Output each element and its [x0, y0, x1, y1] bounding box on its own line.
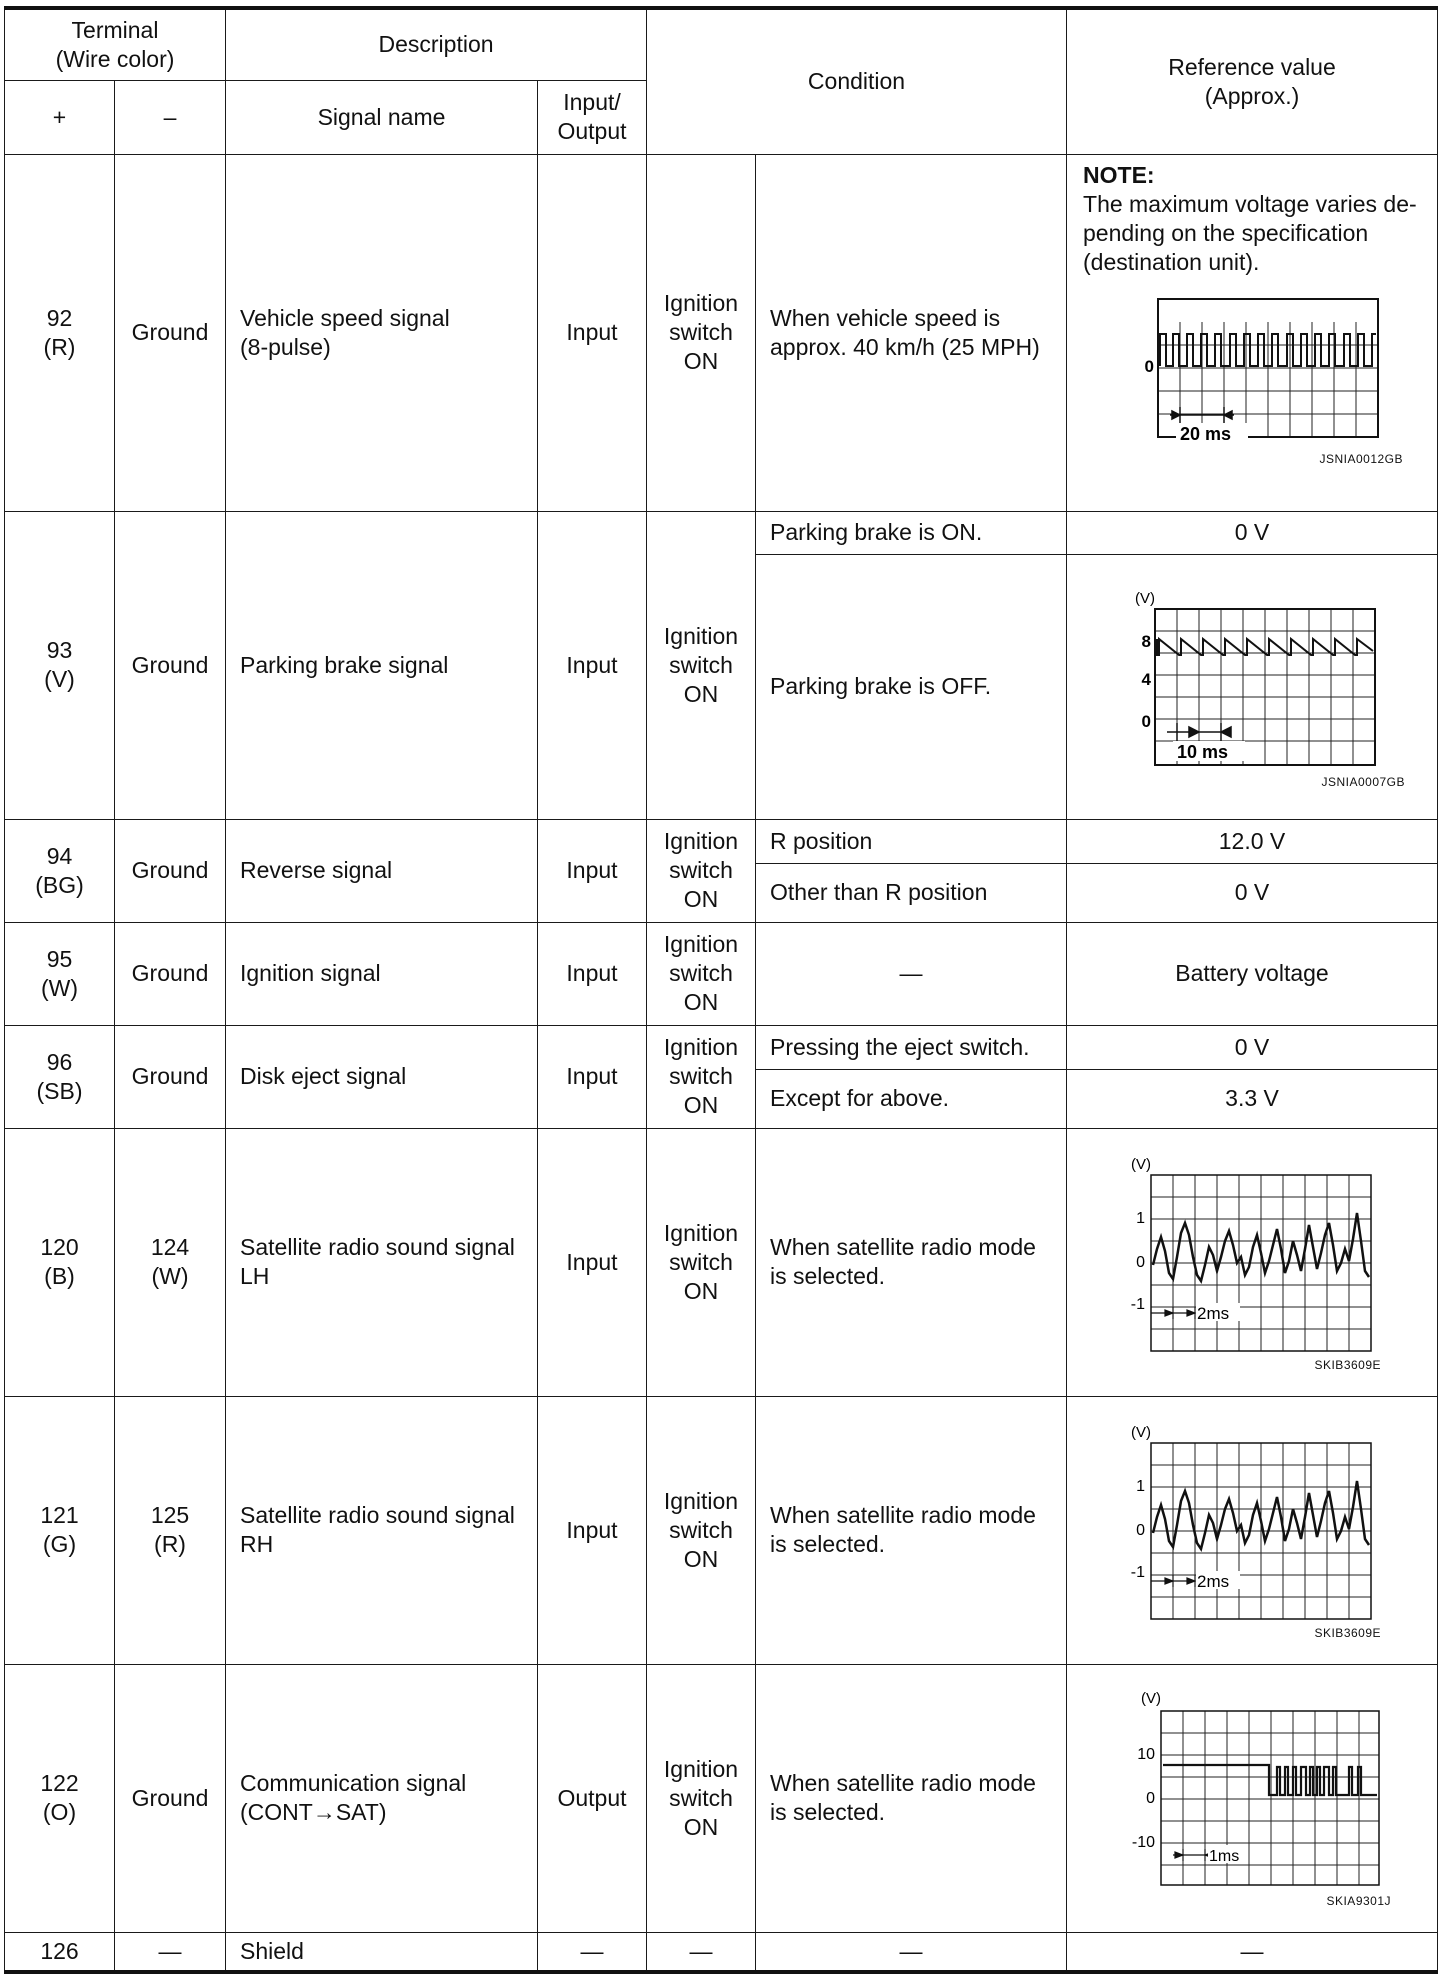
y-axis-unit: (V) [1131, 1155, 1152, 1173]
condition-detail: Other than R position [756, 863, 1067, 922]
figure-id: JSNIA0007GB [1321, 774, 1406, 789]
table-row [5, 1932, 1438, 1972]
time-scale-marker [1151, 1575, 1195, 1587]
reference-value [1067, 554, 1438, 819]
waveform-communication [1107, 1689, 1397, 1894]
reference-value [1067, 1128, 1438, 1396]
header-plus: + [5, 80, 115, 154]
condition-detail: When satellite radio mode is selected. [756, 1396, 1067, 1664]
header-input-output: Input/ Output [538, 80, 647, 154]
y-tick-0: 0 [1141, 711, 1152, 731]
condition-detail: Parking brake is OFF. [756, 554, 1067, 819]
y-axis-unit: (V) [1141, 1689, 1162, 1707]
condition-detail: When vehicle speed is approx. 40 km/h (25 MPH) [756, 154, 1067, 511]
reference-value: 0 V [1067, 511, 1438, 554]
time-scale-marker [1151, 1307, 1195, 1319]
input-output: Output [538, 1664, 647, 1932]
signal-name: Disk eject signal [226, 1025, 538, 1128]
y-tick-0: 0 [1146, 1789, 1156, 1807]
y-tick-8: 8 [1141, 631, 1152, 651]
terminal-plus: 120 (B) [5, 1128, 115, 1396]
table-row [5, 922, 1438, 1025]
waveform-sat-radio-rh [1107, 1421, 1397, 1626]
condition-detail: When satellite radio mode is selected. [756, 1128, 1067, 1396]
condition-detail: Parking brake is ON. [756, 511, 1067, 554]
reference-value: 3.3 V [1067, 1069, 1438, 1128]
figure-id: SKIB3609E [1314, 1625, 1382, 1640]
condition-main: Ignition switch ON [647, 1025, 756, 1128]
header-terminal: Terminal (Wire color) [5, 8, 226, 80]
oscilloscope-grid [1151, 1443, 1371, 1619]
input-output: — [538, 1932, 647, 1972]
terminal-plus: 92 (R) [5, 154, 115, 511]
signal-name: Vehicle speed signal (8-pulse) [226, 154, 538, 511]
condition-main: Ignition switch ON [647, 511, 756, 819]
terminal-plus: 122 (O) [5, 1664, 115, 1932]
condition-main: Ignition switch ON [647, 819, 756, 922]
reference-value: 12.0 V [1067, 819, 1438, 863]
reference-value: 0 V [1067, 1025, 1438, 1069]
input-output: Input [538, 819, 647, 922]
time-scale-label: 20 ms [1180, 423, 1232, 444]
oscilloscope-grid [1161, 1711, 1379, 1885]
condition-main: Ignition switch ON [647, 922, 756, 1025]
time-scale-label: 2ms [1197, 1303, 1230, 1323]
condition-main: Ignition switch ON [647, 154, 756, 511]
input-output: Input [538, 511, 647, 819]
terminal-minus: Ground [115, 819, 226, 922]
header-description: Description [226, 8, 647, 80]
signal-name: Satellite radio sound signal RH [226, 1396, 538, 1664]
condition-detail: Except for above. [756, 1069, 1067, 1128]
waveform-vehicle-speed [1110, 277, 1400, 452]
terminal-minus: Ground [115, 154, 226, 511]
table-row [5, 511, 1438, 554]
condition-detail: — [756, 1932, 1067, 1972]
reference-value: — [1067, 1932, 1438, 1972]
terminal-minus: Ground [115, 1664, 226, 1932]
condition-main: — [647, 1932, 756, 1972]
signal-name: Reverse signal [226, 819, 538, 922]
y-tick-4: 4 [1141, 669, 1152, 689]
header-reference-value: Reference value (Approx.) [1067, 8, 1438, 154]
input-output: Input [538, 922, 647, 1025]
terminal-minus: Ground [115, 922, 226, 1025]
signal-name: Shield [226, 1932, 538, 1972]
signal-name: Satellite radio sound signal LH [226, 1128, 538, 1396]
terminal-plus: 94 (BG) [5, 819, 115, 922]
signal-name: Parking brake signal [226, 511, 538, 819]
terminal-minus: — [115, 1932, 226, 1972]
waveform-parking-brake [1107, 585, 1397, 775]
table-row [5, 1396, 1438, 1664]
oscilloscope-grid [1151, 1175, 1371, 1351]
table-row [5, 154, 1438, 511]
condition-main: Ignition switch ON [647, 1128, 756, 1396]
terminal-plus: 121 (G) [5, 1396, 115, 1664]
y-tick-minus-1: -1 [1130, 1295, 1146, 1313]
reference-value [1067, 1664, 1438, 1932]
terminal-minus: Ground [115, 1025, 226, 1128]
figure-id: SKIB3609E [1314, 1357, 1382, 1372]
terminal-plus: 93 (V) [5, 511, 115, 819]
terminal-plus: 126 [5, 1932, 115, 1972]
condition-detail: — [756, 922, 1067, 1025]
reference-value: 0 V [1067, 863, 1438, 922]
note-text: The maximum voltage varies de- pending on the specification (destination unit). [1083, 190, 1417, 275]
time-scale-label: 10 ms [1177, 741, 1229, 762]
header-minus: – [115, 80, 226, 154]
input-output: Input [538, 1025, 647, 1128]
time-scale-label: 2ms [1197, 1571, 1230, 1591]
reference-value [1067, 1396, 1438, 1664]
figure-id: JSNIA0012GB [1319, 451, 1404, 466]
y-tick-minus-1: -1 [1130, 1563, 1146, 1581]
figure-id: SKIA9301J [1326, 1893, 1392, 1908]
input-output: Input [538, 1396, 647, 1664]
y-tick-1: 1 [1136, 1477, 1146, 1495]
terminal-plus: 95 (W) [5, 922, 115, 1025]
oscilloscope-frame [1161, 1711, 1379, 1885]
y-tick-10: 10 [1137, 1745, 1156, 1763]
terminal-minus: Ground [115, 511, 226, 819]
header-signal-name: Signal name [226, 80, 538, 154]
y-tick-0: 0 [1136, 1253, 1146, 1271]
y-axis-unit: (V) [1131, 1423, 1152, 1441]
input-output: Input [538, 154, 647, 511]
y-tick-1: 1 [1136, 1209, 1146, 1227]
condition-detail: When satellite radio mode is selected. [756, 1664, 1067, 1932]
y-tick-minus-10: -10 [1131, 1833, 1156, 1851]
terminal-reference-table [4, 6, 1438, 1974]
reference-value [1067, 154, 1438, 511]
table-row [5, 819, 1438, 863]
condition-main: Ignition switch ON [647, 1396, 756, 1664]
input-output: Input [538, 1128, 647, 1396]
header-condition: Condition [647, 8, 1067, 154]
table-row [5, 1025, 1438, 1069]
reference-value: Battery voltage [1067, 922, 1438, 1025]
condition-detail: Pressing the eject switch. [756, 1025, 1067, 1069]
condition-main: Ignition switch ON [647, 1664, 756, 1932]
note-title: NOTE: [1083, 161, 1155, 188]
condition-detail: R position [756, 819, 1067, 863]
digital-trace [1163, 1765, 1377, 1795]
table-row [5, 1128, 1438, 1396]
signal-name: Communication signal (CONT→SAT) [226, 1664, 538, 1932]
terminal-minus: 125 (R) [115, 1396, 226, 1664]
terminal-plus: 96 (SB) [5, 1025, 115, 1128]
signal-name: Ignition signal [226, 922, 538, 1025]
terminal-minus: 124 (W) [115, 1128, 226, 1396]
y-axis-zero: 0 [1144, 356, 1155, 376]
table-row [5, 1664, 1438, 1932]
y-tick-0: 0 [1136, 1521, 1146, 1539]
time-scale-label: 1ms [1209, 1847, 1240, 1865]
y-axis-unit: (V) [1135, 589, 1156, 607]
waveform-sat-radio-lh [1107, 1153, 1397, 1358]
